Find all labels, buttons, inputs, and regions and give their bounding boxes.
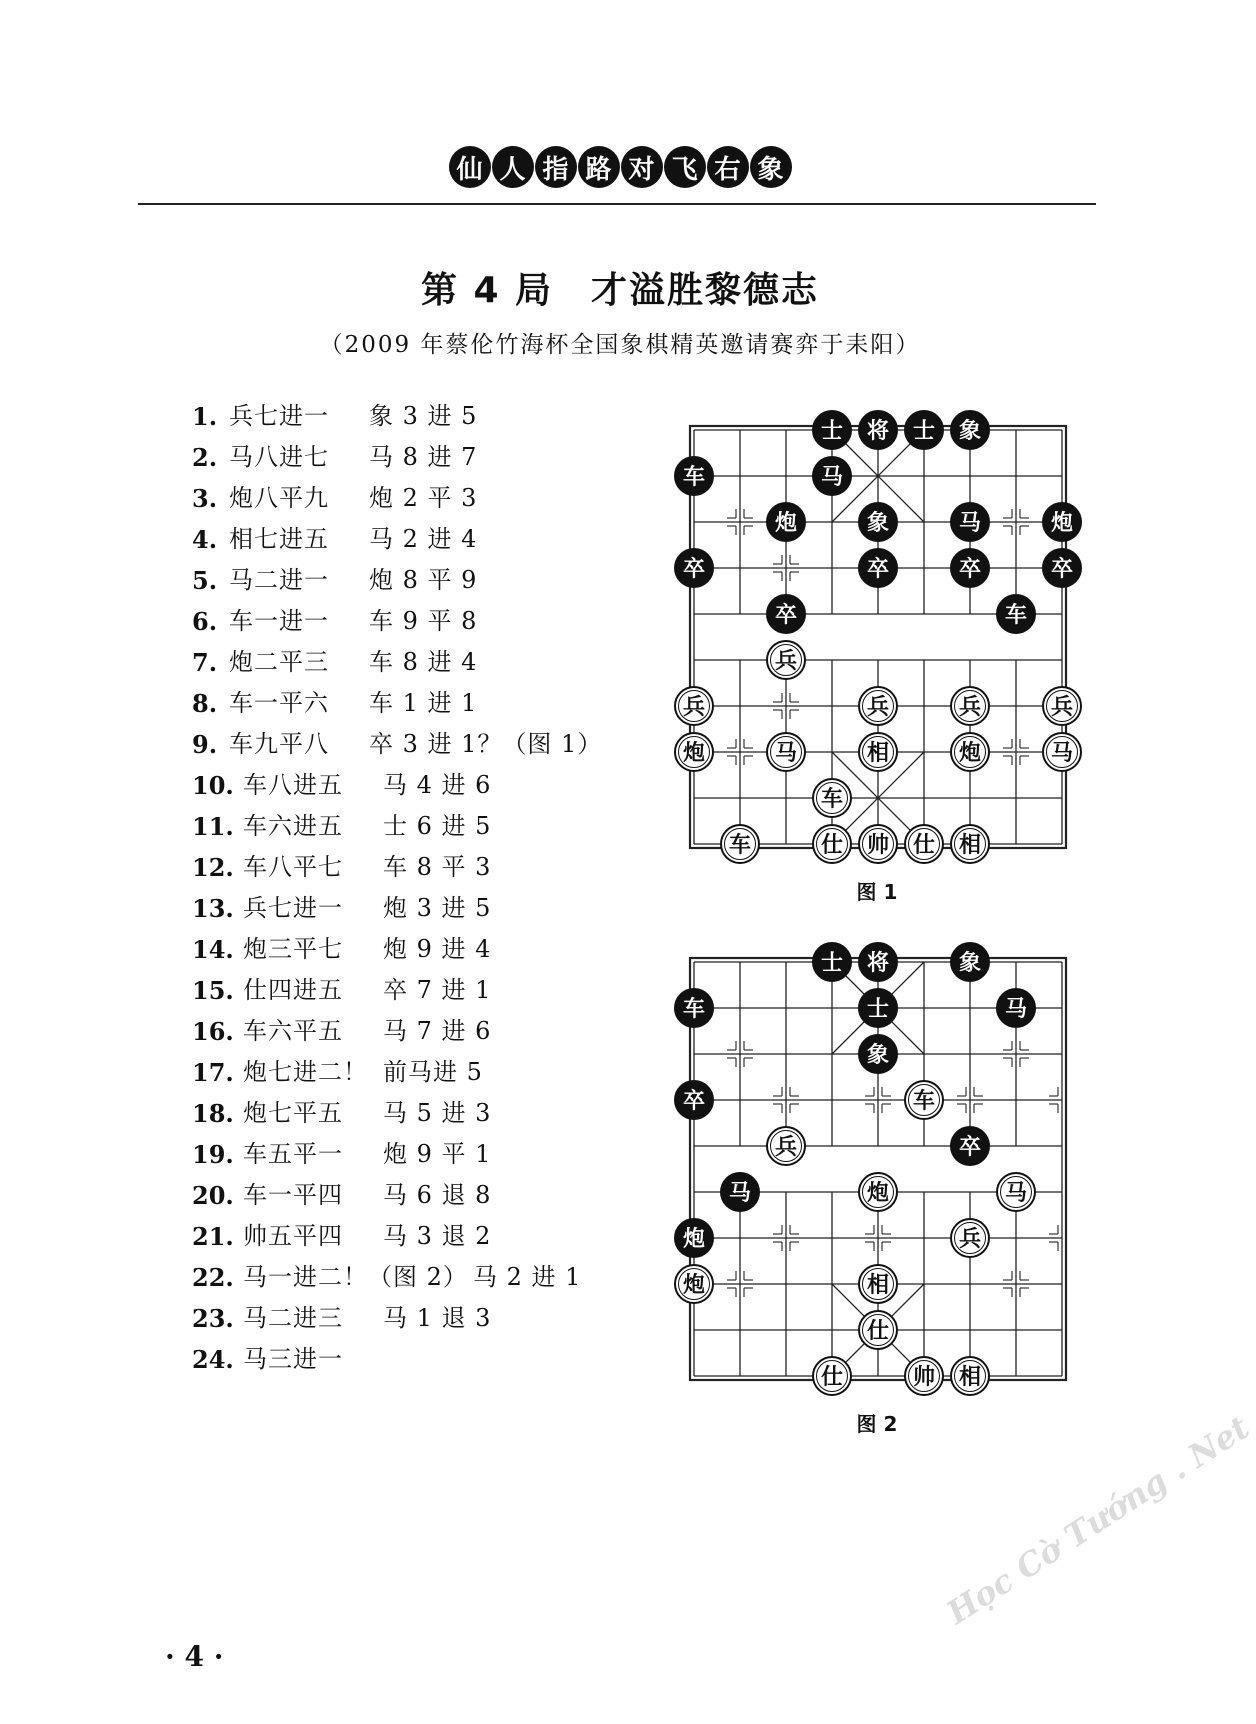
move-number: 23. bbox=[192, 1304, 234, 1333]
watermark: Học Cờ Tướng . Net bbox=[940, 1408, 1256, 1632]
piece-label: 士 bbox=[866, 997, 890, 1022]
banner-char: 路 bbox=[578, 146, 620, 188]
move-black: 车 8 进 4 bbox=[369, 648, 478, 676]
piece-black bbox=[1043, 549, 1081, 587]
xiangqi-board bbox=[672, 942, 1082, 1390]
piece-red bbox=[675, 687, 713, 725]
move-red: 马八进七 bbox=[229, 443, 329, 471]
piece-label: 马 bbox=[1004, 1181, 1028, 1206]
move-black: 马 3 退 2 bbox=[383, 1222, 492, 1250]
move-red: 车五平一 bbox=[243, 1140, 343, 1168]
move-number: 19. bbox=[192, 1140, 234, 1169]
piece-red bbox=[951, 825, 989, 863]
piece-label: 马 bbox=[820, 465, 844, 490]
piece-label: 炮 bbox=[682, 741, 706, 766]
piece-black bbox=[951, 503, 989, 541]
move-number: 15. bbox=[192, 976, 234, 1005]
piece-label: 兵 bbox=[774, 649, 798, 674]
move-red: 炮二平三 bbox=[229, 648, 329, 676]
move-number: 8. bbox=[192, 689, 218, 718]
move-number: 4. bbox=[192, 525, 218, 554]
piece-label: 兵 bbox=[774, 1135, 798, 1160]
piece-label: 炮 bbox=[866, 1181, 890, 1206]
move-black: 炮 9 平 1 bbox=[383, 1140, 492, 1168]
move-red: 车六进五 bbox=[243, 812, 343, 840]
piece-red bbox=[859, 733, 897, 771]
piece-black bbox=[859, 989, 897, 1027]
piece-black bbox=[951, 943, 989, 981]
piece-black bbox=[951, 549, 989, 587]
move-row bbox=[192, 1216, 602, 1257]
move-number: 9. bbox=[192, 730, 218, 759]
piece-red bbox=[905, 825, 943, 863]
piece-black bbox=[951, 1127, 989, 1165]
piece-black bbox=[813, 457, 851, 495]
board-caption: 图 2 bbox=[856, 1412, 898, 1436]
piece-red bbox=[951, 1357, 989, 1395]
move-row bbox=[192, 683, 602, 724]
move-number: 7. bbox=[192, 648, 218, 677]
piece-black bbox=[675, 457, 713, 495]
piece-label: 卒 bbox=[1050, 557, 1074, 582]
move-row bbox=[192, 1134, 602, 1175]
piece-label: 炮 bbox=[774, 511, 798, 536]
piece-black bbox=[675, 1219, 713, 1257]
piece-red bbox=[1043, 687, 1081, 725]
move-red: 炮七进二！ bbox=[243, 1058, 368, 1086]
piece-black bbox=[859, 1035, 897, 1073]
piece-black bbox=[997, 989, 1035, 1027]
move-red: 车六平五 bbox=[243, 1017, 343, 1045]
move-row bbox=[192, 847, 602, 888]
move-red: 车八平七 bbox=[243, 853, 343, 881]
piece-red bbox=[1043, 733, 1081, 771]
xiangqi-board bbox=[672, 410, 1082, 858]
piece-black bbox=[859, 503, 897, 541]
move-black: 卒 7 进 1 bbox=[383, 976, 492, 1004]
move-black: 马 4 进 6 bbox=[383, 771, 492, 799]
piece-label: 相 bbox=[958, 1365, 982, 1390]
piece-label: 卒 bbox=[958, 1135, 982, 1160]
move-row bbox=[192, 437, 602, 478]
piece-label: 将 bbox=[866, 951, 890, 976]
piece-red bbox=[905, 1357, 943, 1395]
move-number: 12. bbox=[192, 853, 234, 882]
piece-label: 车 bbox=[820, 787, 844, 812]
move-row bbox=[192, 642, 602, 683]
move-red: 相七进五 bbox=[229, 525, 329, 553]
move-number: 6. bbox=[192, 607, 218, 636]
move-row bbox=[192, 396, 602, 437]
move-black: 前马进 5 bbox=[383, 1058, 483, 1086]
piece-label: 马 bbox=[1004, 997, 1028, 1022]
move-red: 马一进二！（图 2） bbox=[243, 1263, 468, 1291]
move-black: 马 7 进 6 bbox=[383, 1017, 492, 1045]
piece-black bbox=[767, 503, 805, 541]
piece-black bbox=[767, 595, 805, 633]
piece-black bbox=[951, 411, 989, 449]
move-number: 18. bbox=[192, 1099, 234, 1128]
move-red: 马三进一 bbox=[243, 1345, 343, 1373]
board-figure-2 bbox=[672, 942, 1082, 1436]
move-red: 车一平四 bbox=[243, 1181, 343, 1209]
move-number: 16. bbox=[192, 1017, 234, 1046]
move-black: 炮 2 平 3 bbox=[369, 484, 478, 512]
move-red: 兵七进一 bbox=[243, 894, 343, 922]
piece-label: 象 bbox=[866, 511, 890, 536]
piece-label: 炮 bbox=[682, 1273, 706, 1298]
piece-label: 炮 bbox=[682, 1227, 706, 1252]
piece-label: 卒 bbox=[774, 603, 798, 628]
piece-label: 兵 bbox=[958, 695, 982, 720]
piece-label: 相 bbox=[958, 833, 982, 858]
piece-black bbox=[859, 411, 897, 449]
move-number: 21. bbox=[192, 1222, 234, 1251]
move-black: 马 2 进 4 bbox=[369, 525, 478, 553]
piece-red bbox=[951, 1219, 989, 1257]
banner-char: 人 bbox=[492, 146, 534, 188]
piece-black bbox=[721, 1173, 759, 1211]
piece-black bbox=[675, 549, 713, 587]
piece-black bbox=[813, 943, 851, 981]
banner-char: 右 bbox=[707, 146, 749, 188]
board-caption: 图 1 bbox=[856, 880, 898, 904]
piece-black bbox=[675, 989, 713, 1027]
piece-label: 卒 bbox=[958, 557, 982, 582]
piece-label: 兵 bbox=[866, 695, 890, 720]
move-row bbox=[192, 888, 602, 929]
move-red: 炮三平七 bbox=[243, 935, 343, 963]
piece-black bbox=[859, 549, 897, 587]
move-number: 2. bbox=[192, 443, 218, 472]
move-red: 车九平八 bbox=[229, 730, 329, 758]
piece-red bbox=[951, 687, 989, 725]
move-red: 马二进一 bbox=[229, 566, 329, 594]
move-red: 兵七进一 bbox=[229, 402, 329, 430]
move-black: 马 5 进 3 bbox=[383, 1099, 492, 1127]
move-red: 仕四进五 bbox=[243, 976, 343, 1004]
piece-red bbox=[859, 1173, 897, 1211]
move-number: 24. bbox=[192, 1345, 234, 1374]
piece-red bbox=[813, 1357, 851, 1395]
piece-red bbox=[905, 1081, 943, 1119]
piece-label: 马 bbox=[958, 511, 982, 536]
piece-black bbox=[905, 411, 943, 449]
piece-label: 车 bbox=[912, 1089, 936, 1114]
header-rule bbox=[138, 203, 1096, 205]
piece-black bbox=[675, 1081, 713, 1119]
piece-label: 卒 bbox=[866, 557, 890, 582]
piece-label: 卒 bbox=[682, 1089, 706, 1114]
move-black: 士 6 进 5 bbox=[383, 812, 492, 840]
move-red: 炮七平五 bbox=[243, 1099, 343, 1127]
move-number: 22. bbox=[192, 1263, 234, 1292]
move-row bbox=[192, 1093, 602, 1134]
move-row bbox=[192, 765, 602, 806]
move-black: 车 8 平 3 bbox=[383, 853, 492, 881]
piece-red bbox=[997, 1173, 1035, 1211]
move-black: 马 2 进 1 bbox=[473, 1263, 582, 1291]
move-red: 帅五平四 bbox=[243, 1222, 343, 1250]
piece-black bbox=[997, 595, 1035, 633]
page-number: · 4 · bbox=[165, 1640, 224, 1673]
move-number: 1. bbox=[192, 402, 218, 431]
move-black: 炮 8 平 9 bbox=[369, 566, 478, 594]
move-number: 10. bbox=[192, 771, 234, 800]
piece-label: 象 bbox=[958, 951, 982, 976]
piece-label: 兵 bbox=[1050, 695, 1074, 720]
piece-red bbox=[767, 641, 805, 679]
move-black: 车 9 平 8 bbox=[369, 607, 478, 635]
piece-label: 相 bbox=[866, 741, 890, 766]
piece-label: 马 bbox=[1050, 741, 1074, 766]
piece-label: 士 bbox=[912, 419, 936, 444]
piece-label: 仕 bbox=[820, 1365, 844, 1390]
banner-char: 象 bbox=[750, 146, 792, 188]
piece-label: 马 bbox=[774, 741, 798, 766]
piece-red bbox=[767, 1127, 805, 1165]
move-black: 象 3 进 5 bbox=[369, 402, 478, 430]
move-red: 炮八平九 bbox=[229, 484, 329, 512]
board-figure-1 bbox=[672, 410, 1082, 904]
move-red: 车一进一 bbox=[229, 607, 329, 635]
piece-black bbox=[1043, 503, 1081, 541]
move-number: 14. bbox=[192, 935, 234, 964]
piece-label: 帅 bbox=[912, 1365, 936, 1390]
move-row bbox=[192, 1257, 602, 1298]
move-red: 车一平六 bbox=[229, 689, 329, 717]
move-row bbox=[192, 519, 602, 560]
header-banner bbox=[0, 146, 1240, 188]
piece-label: 仕 bbox=[912, 833, 936, 858]
piece-label: 象 bbox=[958, 419, 982, 444]
piece-label: 仕 bbox=[866, 1319, 890, 1344]
piece-label: 相 bbox=[866, 1273, 890, 1298]
piece-label: 车 bbox=[682, 465, 706, 490]
move-black: 车 1 进 1 bbox=[369, 689, 478, 717]
banner-char: 指 bbox=[535, 146, 577, 188]
move-red: 马二进三 bbox=[243, 1304, 343, 1332]
move-list bbox=[192, 396, 602, 1380]
piece-label: 士 bbox=[820, 419, 844, 444]
piece-red bbox=[813, 825, 851, 863]
move-red: 车八进五 bbox=[243, 771, 343, 799]
piece-red bbox=[813, 779, 851, 817]
move-row bbox=[192, 724, 602, 765]
piece-label: 卒 bbox=[682, 557, 706, 582]
piece-label: 将 bbox=[866, 419, 890, 444]
piece-label: 炮 bbox=[1050, 511, 1074, 536]
move-black: 马 1 退 3 bbox=[383, 1304, 492, 1332]
move-row bbox=[192, 1175, 602, 1216]
move-row bbox=[192, 1011, 602, 1052]
move-number: 17. bbox=[192, 1058, 234, 1087]
move-black: 炮 3 进 5 bbox=[383, 894, 492, 922]
piece-red bbox=[675, 1265, 713, 1303]
move-black: 马 8 进 7 bbox=[369, 443, 478, 471]
piece-black bbox=[813, 411, 851, 449]
piece-label: 车 bbox=[1004, 603, 1028, 628]
move-number: 11. bbox=[192, 812, 234, 841]
move-row bbox=[192, 478, 602, 519]
piece-red bbox=[859, 825, 897, 863]
piece-label: 炮 bbox=[958, 741, 982, 766]
piece-red bbox=[675, 733, 713, 771]
move-number: 20. bbox=[192, 1181, 234, 1210]
move-number: 3. bbox=[192, 484, 218, 513]
piece-red bbox=[859, 1265, 897, 1303]
move-row bbox=[192, 970, 602, 1011]
piece-label: 马 bbox=[728, 1181, 752, 1206]
piece-label: 象 bbox=[866, 1043, 890, 1068]
piece-label: 仕 bbox=[820, 833, 844, 858]
move-row bbox=[192, 1298, 602, 1339]
piece-label: 士 bbox=[820, 951, 844, 976]
move-black: 卒 3 进 1？（图 1） bbox=[369, 730, 603, 758]
piece-red bbox=[859, 687, 897, 725]
piece-red bbox=[767, 733, 805, 771]
move-row bbox=[192, 1052, 602, 1093]
move-row bbox=[192, 1339, 602, 1380]
piece-red bbox=[859, 1311, 897, 1349]
piece-label: 兵 bbox=[682, 695, 706, 720]
piece-red bbox=[951, 733, 989, 771]
move-row bbox=[192, 929, 602, 970]
piece-red bbox=[721, 825, 759, 863]
banner-char: 对 bbox=[621, 146, 663, 188]
move-number: 13. bbox=[192, 894, 234, 923]
banner-char: 仙 bbox=[449, 146, 491, 188]
piece-label: 车 bbox=[682, 997, 706, 1022]
piece-label: 车 bbox=[728, 833, 752, 858]
move-black: 炮 9 进 4 bbox=[383, 935, 492, 963]
move-row bbox=[192, 560, 602, 601]
piece-label: 帅 bbox=[866, 833, 890, 858]
piece-black bbox=[859, 943, 897, 981]
game-subtitle: （2009 年蔡伦竹海杯全国象棋精英邀请赛弈于耒阳） bbox=[319, 332, 921, 358]
banner-char: 飞 bbox=[664, 146, 706, 188]
move-row bbox=[192, 806, 602, 847]
piece-label: 兵 bbox=[958, 1227, 982, 1252]
game-title: 第 4 局 才溢胜黎德志 bbox=[420, 270, 820, 311]
move-row bbox=[192, 601, 602, 642]
move-black: 马 6 退 8 bbox=[383, 1181, 492, 1209]
move-number: 5. bbox=[192, 566, 218, 595]
